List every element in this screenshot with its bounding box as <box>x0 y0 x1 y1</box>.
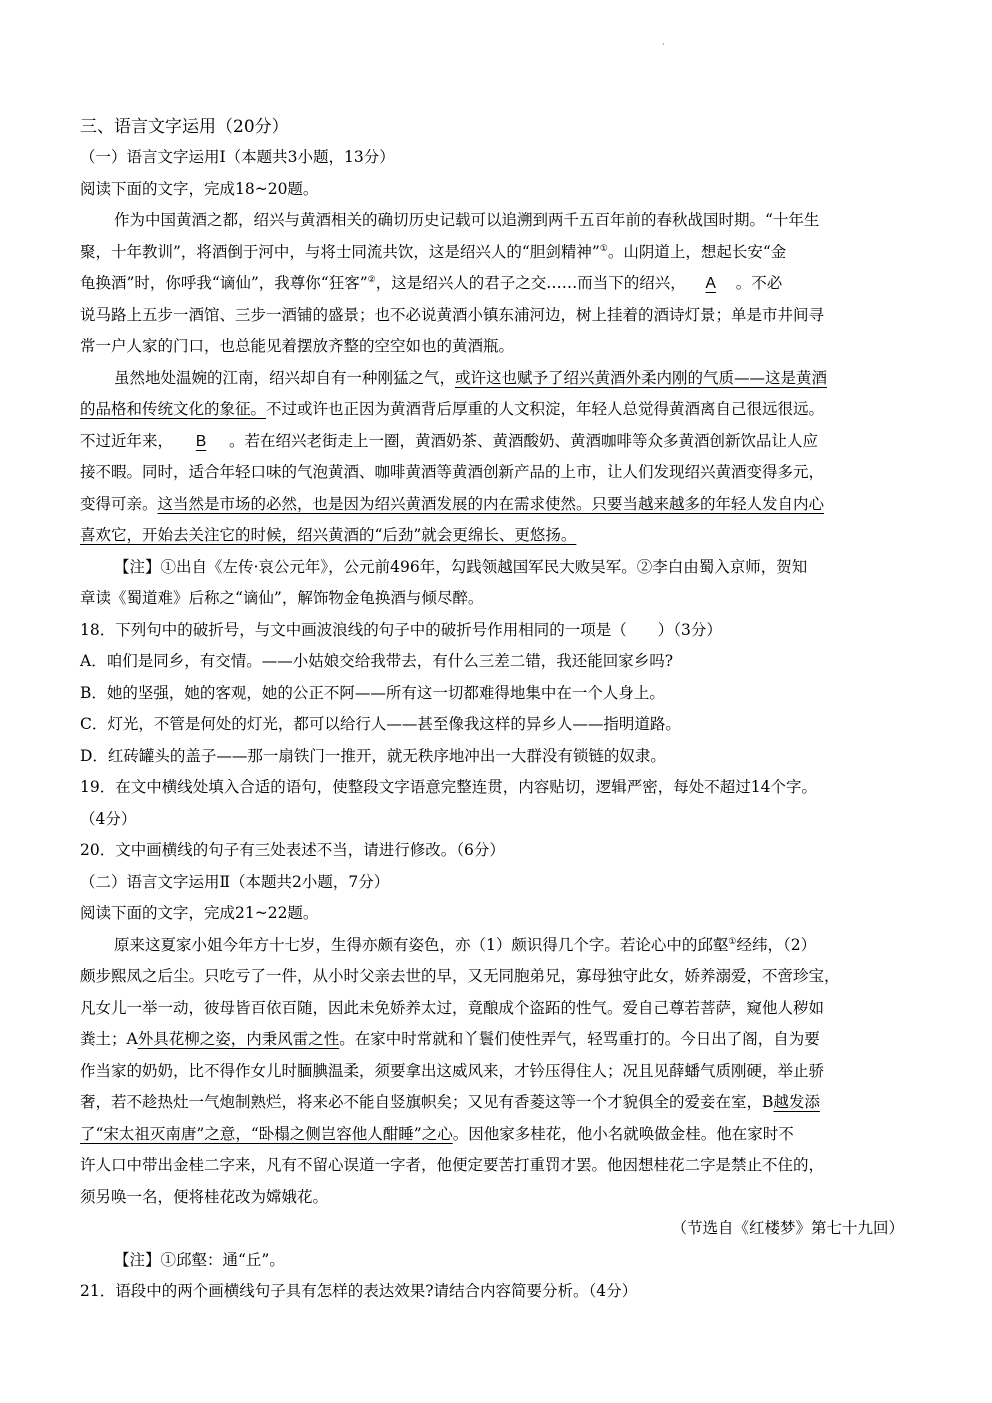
text-line: 须另唤一名，便将桂花改为嫦娥花。 <box>80 1187 329 1206</box>
underlined-sentence-end: 喜欢它，开始去关注它的时候，绍兴黄酒的“后劲”就会更绵长、更悠扬。 <box>80 526 577 544</box>
footnote-ref: ① <box>728 936 737 947</box>
question-19: 19．在文中横线处填入合适的语句，使整段文字语意完整连贯，内容贴切，逻辑严密，每处不超过14个字。 <box>80 778 817 796</box>
text-line: 奢，若不趁热灶一气炮制熟烂，将来必不能自竖旗帜矣；又见有香菱这等一个才貌俱全的爱妾在室，B越发添 <box>80 1093 820 1111</box>
text-line <box>80 520 912 552</box>
note-line: 【注】①出自《左传·哀公元年》，公元前496年，勾践领越国军民大败吴军。②李白由蜀入京师，贺知 <box>114 557 808 576</box>
text-line: 作当家的奶奶，比不得作女儿时腼腆温柔，须要拿出这威风来，才钤压得住人；况且见薛蟠气质刚硬，举止骄 <box>80 1061 825 1080</box>
text-line: 颇步熙凤之后尘。只吃亏了一件，从小时父亲去世的早，又无同胞弟兄，寡母独守此女，娇养溺爱，不啻珍宝， <box>80 967 840 985</box>
text-line: 变得可亲。这当然是市场的必然，也是因为绍兴黄酒发展的内在需求使然。只要当越来越多的年轻人发自内心 <box>80 494 825 513</box>
part1-heading: （一）语言文字运用Ⅰ（本题共3小题，13分） <box>80 148 395 166</box>
underlined-sentence-a: 外具花柳之姿，内秉风雷之性 <box>137 1030 340 1048</box>
question-18: 18．下列句中的破折号，与文中画波浪线的句子中的破折号作用相同的一项是（ ）（3分） <box>80 620 722 639</box>
page-mark: · <box>662 40 665 49</box>
text-line: 作为中国黄酒之都，绍兴与黄酒相关的确切历史记载可以追溯到两千五百年前的春秋战国时期。“十年生 <box>114 211 820 229</box>
question-19-score: （4分） <box>80 809 137 828</box>
footnote-ref: ② <box>367 274 376 285</box>
question-21: 21．语段中的两个画横线句子具有怎样的表达效果?请结合内容简要分析。（4分） <box>80 1282 638 1300</box>
passage-1-note <box>80 552 912 615</box>
text-line: 不过近年来， B 。若在绍兴老街走上一圈，黄酒奶茶、黄酒酸奶、黄酒咖啡等众多黄酒创新饮品让人应 <box>80 426 912 458</box>
part1-instruction: 阅读下面的文字，完成18~20题。 <box>80 179 319 198</box>
part2-heading: （二）语言文字运用Ⅱ（本题共2小题，7分） <box>80 872 390 891</box>
section-title: 三、语言文字运用（20分） <box>80 117 289 137</box>
question-20: 20．文中画横线的句子有三处表述不当，请进行修改。（6分） <box>80 841 505 859</box>
q18-option-c[interactable]: C．灯光，不管是何处的灯光，都可以给行人——甚至像我这样的异乡人——指明道路。 <box>80 715 681 733</box>
text-line: 接不暇。同时，适合年轻口味的气泡黄酒、咖啡黄酒等黄酒创新产品的上市，让人们发现绍兴黄酒变得多元， <box>80 463 825 481</box>
text-line: 虽然地处温婉的江南，绍兴却自有一种刚猛之气，或许这也赋予了绍兴黄酒外柔内刚的气质——这是黄酒 <box>114 368 828 387</box>
text-line: 凡女儿一举一动，彼母皆百依百随，因此未免娇养太过，竟酿成个盗跖的性气。爱自己尊若菩萨，窥他人秽如 <box>80 998 825 1017</box>
text-line: 原来这夏家小姐今年方十七岁，生得亦颇有姿色，亦（1）颇识得几个字。若论心中的邱壑①经纬，（2） <box>114 935 817 954</box>
text-line: 常一户人家的门口，也总能见着摆放齐整的空空如也的黄酒瓶。 <box>80 337 515 355</box>
passage-2 <box>80 930 912 1214</box>
part2-instruction: 阅读下面的文字，完成21~22题。 <box>80 904 319 922</box>
wavy-line-sentence-end: 的品格和传统文化的象征。 <box>80 400 267 418</box>
text-line: 的品格和传统文化的象征。不过或许也正因为黄酒背后厚重的人文积淀，年轻人总觉得黄酒离自己很远很远。 <box>80 400 825 418</box>
underlined-sentence-b-end: 了“宋太祖灭南唐”之意，“卧榻之侧岂容他人酣睡”之心 <box>80 1124 453 1143</box>
passage-1-paragraph-2 <box>80 363 912 552</box>
text-line: 聚，十年教训”，将酒倒于河中，与将士同流共饮，这是绍兴人的“胆剑精神”①。山阴道上，想起长安“金 <box>80 242 787 261</box>
q18-option-d[interactable]: D．红砖罐头的盖子——那一扇铁门一推开，就无秩序地冲出一大群没有锁链的奴隶。 <box>80 746 666 765</box>
text-line: 许人口中带出金桂二字来，凡有不留心误道一字者，他便定要苦打重罚才罢。他因想桂花二字是禁止不住的， <box>80 1156 825 1174</box>
passage-2-note: 【注】①邱壑：通“丘”。 <box>114 1250 285 1269</box>
q18-option-b[interactable]: B．她的坚强，她的客观，她的公正不阿——所有这一切都难得地集中在一个人身上。 <box>80 683 665 702</box>
wavy-line-sentence: 或许这也赋予了绍兴黄酒外柔内刚的气质——这是黄酒 <box>455 368 828 387</box>
exam-page <box>80 112 912 1308</box>
text-line: 了“宋太祖灭南唐”之意，“卧榻之侧岂容他人酣睡”之心。因他家多桂花，他小名就唤做金桂。他在家时不 <box>80 1124 794 1143</box>
text-line: 龟换酒”时，你呼我“谪仙”，我尊你“狂客”②，这是绍兴人的君子之交……而当下的绍兴， A 。不必 <box>80 268 912 300</box>
underlined-sentence-b: 越发添 <box>773 1093 820 1111</box>
text-line: 粪土；A外具花柳之姿，内秉风雷之性。在家中时常就和丫鬟们使性弄气，轻骂重打的。今日出了阁，自为要 <box>80 1030 820 1048</box>
q18-option-a[interactable]: A．咱们是同乡，有交情。——小姑娘交给我带去，有什么三差二错，我还能回家乡吗? <box>80 652 674 670</box>
note-line: 章读《蜀道难》后称之“谪仙”，解饰物金龟换酒与倾尽醉。 <box>80 589 484 607</box>
footnote-ref: ① <box>599 243 608 254</box>
passage-1-paragraph-1 <box>80 205 912 363</box>
blank-a[interactable]: A <box>705 275 716 292</box>
underlined-sentence: 这当然是市场的必然，也是因为绍兴黄酒发展的内在需求使然。只要当越来越多的年轻人发自内心 <box>157 494 825 513</box>
source-citation: （节选自《红楼梦》第七十九回） <box>671 1219 904 1237</box>
text-line: 说马路上五步一酒馆、三步一酒铺的盛景；也不必说黄酒小镇东浦河边，树上挂着的酒诗灯景；单是市井间寻 <box>80 305 825 324</box>
blank-b[interactable]: B <box>195 432 207 450</box>
